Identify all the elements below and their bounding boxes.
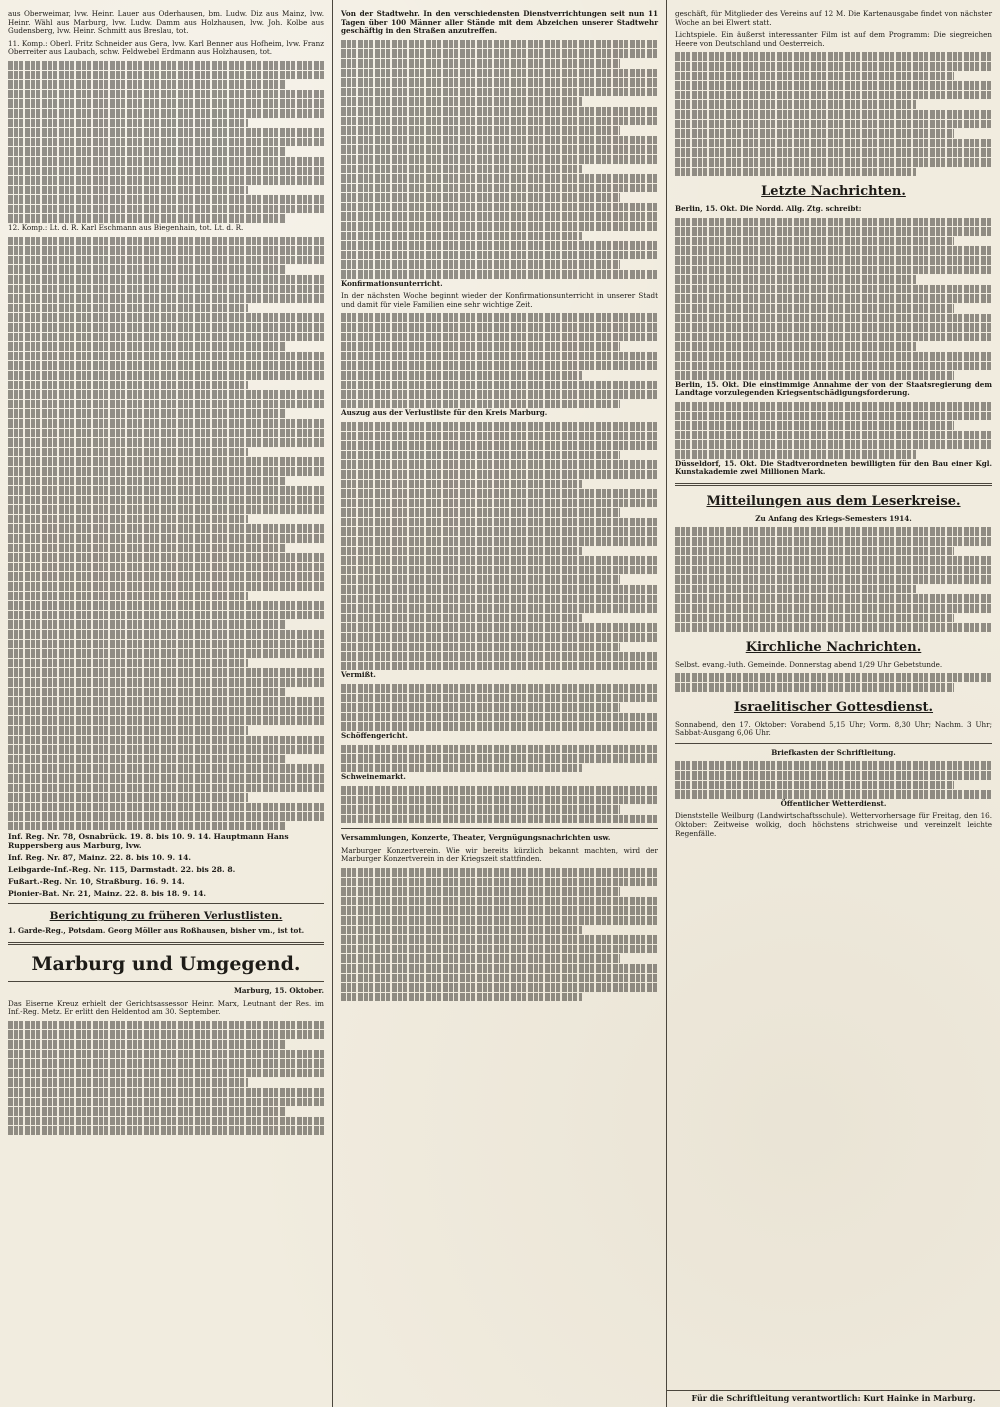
text-line	[8, 736, 324, 745]
text-line	[675, 62, 992, 71]
text-line	[8, 774, 324, 783]
text-line	[8, 313, 324, 322]
text-line	[8, 1117, 324, 1126]
text-line	[341, 470, 658, 479]
text-line	[8, 275, 324, 284]
text-line	[675, 342, 916, 351]
text-line	[675, 412, 992, 421]
text-line	[675, 781, 954, 790]
text-line	[675, 771, 992, 780]
text-line	[8, 467, 324, 476]
text-line	[341, 935, 658, 944]
text-line	[8, 128, 324, 137]
text-line	[341, 432, 658, 441]
church-news-text: Selbst. evang.-luth. Gemeinde. Donnerstag abend 1/29 Uhr Gebetstunde.	[675, 659, 943, 669]
text-line	[341, 974, 658, 983]
text-line	[341, 575, 620, 584]
column-middle	[333, 0, 667, 1407]
date-line: Marburg, 15. Oktober.	[233, 986, 324, 996]
text-line	[8, 534, 324, 543]
text-line	[8, 429, 324, 438]
text-line	[341, 165, 582, 174]
text-line	[8, 381, 248, 390]
text-line	[8, 138, 324, 147]
text-line	[341, 59, 620, 68]
text-line	[8, 1021, 324, 1030]
text-line	[341, 897, 658, 906]
confirmation-title: Konfirmationsunterricht.	[341, 278, 443, 288]
text-line	[8, 726, 248, 735]
latest-news-title: Letzte Nachrichten.	[761, 184, 906, 200]
text-line	[8, 99, 324, 108]
text-line	[675, 218, 992, 227]
text-line	[341, 97, 582, 106]
text-line	[675, 556, 992, 565]
text-line	[675, 237, 954, 246]
text-line	[341, 381, 658, 390]
text-line	[8, 438, 324, 447]
column-right	[667, 0, 1000, 1407]
text-line	[8, 697, 324, 706]
text-line	[675, 683, 954, 692]
artillery-line: Fußart.-Reg. Nr. 10, Straßburg. 16. 9. 14.	[8, 877, 185, 887]
berlin-news-2-lead: Berlin, 15. Okt. Die einstimmige Annahme der von der Staatsregierung dem Landtage vorzulegenden Kriegsentschädigungsforderung.	[675, 379, 992, 398]
text-line	[675, 450, 916, 459]
marburg-section-title: Marburg und Umgegend.	[31, 953, 301, 976]
double-rule	[8, 942, 324, 945]
text-line	[675, 72, 954, 81]
text-line	[341, 815, 658, 824]
text-line	[8, 668, 324, 677]
church-news-title: Kirchliche Nachrichten.	[745, 639, 922, 655]
text-line	[341, 906, 658, 915]
text-line	[341, 878, 658, 887]
text-line	[341, 566, 658, 575]
regiment-78-line: Inf. Reg. Nr. 78, Osnabrück. 19. 8. bis 10. 9. 14. Hauptmann Hans Ruppersberg aus Marburg, lvw.	[8, 832, 289, 851]
text-line	[341, 49, 658, 58]
text-line	[8, 563, 324, 572]
text-line	[675, 527, 992, 536]
text-line	[8, 400, 324, 409]
text-line	[8, 764, 324, 773]
text-line	[341, 722, 658, 731]
court-title: Schöffengericht.	[341, 730, 408, 740]
text-line	[8, 109, 324, 118]
text-line	[341, 764, 582, 773]
company-12-text: 12. Komp.: Lt. d. R. Karl Eschmann aus Biegenhain, tot. Lt. d. R.	[8, 223, 244, 233]
events-text: Marburger Konzertverein. Wie wir bereits kürzlich bekannt machten, wird der Marburger Konzertverein in der Kriegszeit stattfinden.	[341, 845, 658, 864]
text-line	[341, 614, 582, 623]
text-line	[341, 926, 582, 935]
text-line	[341, 232, 582, 241]
text-line	[8, 572, 324, 581]
text-line	[8, 285, 324, 294]
company-11-text: 11. Komp.: Oberl. Fritz Schneider aus Gera, lvw. Karl Benner aus Hofheim, lvw. Franz Oberreiter aus Laubach, schw. Feldwebel Erdmann aus Holzhausen, tot.	[8, 38, 324, 57]
text-line	[8, 496, 324, 505]
text-line	[8, 256, 324, 265]
text-line	[8, 419, 324, 428]
text-line	[675, 120, 992, 129]
text-line	[8, 620, 286, 629]
text-line	[675, 266, 992, 275]
text-line	[8, 1069, 324, 1078]
israelite-service-text: Sonnabend, den 17. Oktober: Vorabend 5,15 Uhr; Vorm. 8,30 Uhr; Nachm. 3 Uhr; Sabbat-Ausgang 6,06 Uhr.	[675, 719, 992, 738]
text-line	[8, 1050, 324, 1059]
text-line	[8, 678, 324, 687]
text-line	[8, 1030, 324, 1039]
text-line	[341, 694, 658, 703]
text-line	[341, 604, 658, 613]
text-line	[8, 1088, 324, 1097]
text-line	[675, 585, 916, 594]
text-line	[341, 547, 582, 556]
text-line	[341, 805, 620, 814]
text-line	[341, 796, 658, 805]
text-line	[341, 993, 582, 1002]
text-line	[341, 662, 658, 671]
text-line	[8, 323, 324, 332]
missing-title: Vermißt.	[341, 670, 376, 680]
text-line	[341, 422, 658, 431]
cinema-text: Lichtspiele. Ein äußerst interessanter Film ist auf dem Programm: Die siegreichen Heere von Deutschland und Oesterreich.	[675, 30, 992, 48]
text-line	[341, 212, 658, 221]
text-line	[8, 342, 286, 351]
text-line	[341, 88, 658, 97]
reader-section-subtitle: Zu Anfang des Kriegs-Semesters 1914.	[755, 513, 912, 523]
text-line	[341, 633, 658, 642]
text-line	[8, 237, 324, 246]
text-line	[341, 786, 658, 795]
text-line	[8, 716, 324, 725]
text-line	[8, 371, 324, 380]
text-line	[675, 91, 992, 100]
text-line	[8, 71, 324, 80]
text-line	[341, 78, 658, 87]
text-line	[8, 812, 324, 821]
berlin-news-1-lead: Berlin, 15. Okt. Die Nordd. Allg. Ztg. schreibt:	[675, 204, 862, 214]
text-line	[8, 486, 324, 495]
text-line	[341, 260, 620, 269]
text-line	[341, 556, 658, 565]
pioneer-line: Pionier-Bat. Nr. 21, Mainz. 22. 8. bis 18. 9. 14.	[8, 889, 207, 899]
text-line	[341, 145, 658, 154]
column-left	[0, 0, 333, 1407]
text-line	[341, 945, 658, 954]
text-line	[8, 80, 286, 89]
text-line	[341, 107, 658, 116]
text-line	[341, 585, 658, 594]
text-line	[341, 527, 658, 536]
text-line	[675, 421, 954, 430]
section-rule	[8, 903, 324, 904]
text-line	[341, 508, 620, 517]
text-line	[8, 582, 324, 591]
text-line	[8, 793, 248, 802]
footer-credit: Für die Schriftleitung verantwortlich: Kurt Hainke in Marburg.	[667, 1390, 1000, 1407]
text-line	[675, 246, 992, 255]
text-line	[341, 480, 582, 489]
text-line	[675, 285, 992, 294]
text-line	[8, 409, 286, 418]
section-rule	[675, 743, 992, 744]
text-line	[675, 333, 992, 342]
text-line	[8, 448, 248, 457]
text-line	[8, 176, 324, 185]
text-line	[8, 544, 286, 553]
text-line	[675, 614, 954, 623]
text-line	[8, 659, 248, 668]
text-line	[341, 499, 658, 508]
text-line	[675, 352, 992, 361]
text-line	[675, 594, 992, 603]
text-line	[675, 547, 954, 556]
text-line	[8, 1040, 286, 1049]
text-line	[8, 1078, 248, 1087]
text-line	[341, 868, 658, 877]
text-line	[8, 457, 324, 466]
text-line	[341, 333, 658, 342]
weather-text: Dienststelle Weilburg (Landwirtschaftsschule). Wettervorhersage für Freitag, den 16. Oktober: Zeitweise wolkig, doch höchstens strichweise und vereinzelt leichte Regenfälle.	[675, 811, 992, 838]
text-line	[341, 745, 658, 754]
text-line	[341, 916, 658, 925]
lead-text: aus Oberweimar, lvw. Heinr. Lauer aus Oderhausen, bm. Ludw. Diz aus Mainz, lvw. Heinr. Wähl aus Marburg, lvw. Ludw. Damm aus Holzhausen, lvw. Joh. Kolbe aus Gudensberg, lvw. Heinr. Schmitt aus Breslau, tot.	[8, 9, 324, 36]
text-line	[341, 537, 658, 546]
iron-cross-text: Das Eiserne Kreuz erhielt der Gerichtsassessor Heinr. Marx, Leutnant der Res. im Inf.-Reg. Metz. Er erlitt den Heldentod am 30. September.	[8, 998, 324, 1017]
casualty-list-title: Auszug aus der Verlustliste für den Kreis Marburg.	[341, 408, 548, 418]
section-rule	[341, 828, 658, 829]
pig-market-title: Schweinemarkt.	[341, 772, 406, 782]
text-line	[675, 129, 954, 138]
text-line	[675, 575, 992, 584]
text-line	[8, 333, 324, 342]
text-line	[341, 400, 620, 409]
text-line	[8, 822, 286, 831]
text-line	[8, 1107, 286, 1116]
text-line	[8, 630, 324, 639]
text-line	[8, 707, 324, 716]
text-line	[8, 195, 324, 204]
text-line	[8, 119, 248, 128]
text-line	[8, 304, 248, 313]
events-title: Versammlungen, Konzerte, Theater, Vergnügungsnachrichten usw.	[341, 833, 611, 843]
text-line	[341, 623, 658, 632]
text-line	[8, 90, 324, 99]
text-line	[341, 222, 658, 231]
text-line	[341, 390, 658, 399]
text-line	[675, 52, 992, 61]
text-line	[341, 983, 658, 992]
text-line	[675, 294, 992, 303]
text-line	[8, 1059, 324, 1068]
text-line	[341, 203, 658, 212]
regiment-87-line: Inf. Reg. Nr. 87, Mainz. 22. 8. bis 10. 9. 14.	[8, 853, 191, 863]
text-line	[675, 566, 992, 575]
text-line	[675, 100, 916, 109]
text-line	[341, 241, 658, 250]
text-line	[341, 489, 658, 498]
text-line	[8, 246, 324, 255]
text-line	[341, 643, 620, 652]
text-line	[341, 352, 658, 361]
text-line	[8, 214, 286, 223]
text-line	[341, 193, 620, 202]
text-line	[8, 803, 324, 812]
text-line	[8, 61, 324, 70]
text-line	[341, 595, 658, 604]
text-line	[675, 275, 916, 284]
text-line	[341, 361, 658, 370]
text-line	[8, 505, 324, 514]
text-line	[675, 304, 954, 313]
text-line	[8, 205, 324, 214]
text-line	[341, 451, 620, 460]
text-line	[8, 745, 324, 754]
text-line	[675, 148, 992, 157]
text-line	[8, 601, 324, 610]
text-line	[675, 168, 916, 177]
text-line	[8, 186, 248, 195]
text-line	[341, 954, 620, 963]
text-line	[675, 362, 992, 371]
text-line	[341, 460, 658, 469]
text-line	[8, 167, 324, 176]
text-line	[8, 515, 248, 524]
text-line	[8, 592, 248, 601]
text-line	[341, 184, 658, 193]
text-line	[8, 477, 286, 486]
text-line	[8, 524, 324, 533]
text-line	[341, 754, 658, 763]
text-line	[675, 761, 992, 770]
correction-title: Berichtigung zu früheren Verlustlisten.	[49, 910, 283, 923]
text-line	[675, 604, 992, 613]
text-line	[341, 270, 658, 279]
text-line	[8, 361, 324, 370]
text-line	[8, 147, 286, 156]
text-line	[675, 431, 992, 440]
weather-title: Öffentlicher Wetterdienst.	[780, 798, 887, 808]
text-line	[675, 256, 992, 265]
text-line	[8, 755, 286, 764]
text-line	[675, 623, 992, 632]
text-line	[675, 81, 992, 90]
text-line	[341, 323, 658, 332]
text-line	[341, 251, 658, 260]
correction-text: 1. Garde-Reg., Potsdam. Georg Möller aus Roßhausen, bisher vm., ist tot.	[8, 926, 305, 936]
text-line	[8, 1098, 324, 1107]
mailbox-title: Briefkasten der Schriftleitung.	[771, 747, 896, 757]
text-line	[8, 1126, 324, 1135]
text-line	[8, 390, 324, 399]
text-line	[341, 964, 658, 973]
text-line	[341, 136, 658, 145]
text-line	[675, 323, 992, 332]
right-lead: geschäft, für Mitglieder des Vereins auf 12 M. Die Kartenausgabe findet von nächster Woche an bei Elwert statt.	[675, 9, 992, 27]
confirmation-text: In der nächsten Woche beginnt wieder der Konfirmationsunterricht in unserer Stadt und damit für viele Familien eine sehr wichtige Zeit.	[341, 291, 658, 309]
text-line	[341, 518, 658, 527]
text-line	[675, 158, 992, 167]
text-line	[341, 713, 658, 722]
text-line	[341, 652, 658, 661]
text-line	[8, 611, 324, 620]
israelite-service-title: Israelitischer Gottesdienst.	[733, 699, 934, 715]
text-line	[341, 174, 658, 183]
text-line	[341, 684, 658, 693]
text-line	[341, 371, 582, 380]
duesseldorf-news: Düsseldorf, 15. Okt. Die Stadtverordneten bewilligten für den Bau einer Kgl. Kunstakademie zwei Millionen Mark.	[675, 458, 992, 477]
city-guard-intro: Von der Stadtwehr. In den verschiedensten Dienstverrichtungen seit nun 11 Tagen über 100 Männer aller Stände mit dem Abzeichen unserer Stadtwehr geschäftig in den Straßen anzutreffen.	[341, 9, 658, 36]
text-line	[675, 440, 992, 449]
text-line	[341, 313, 658, 322]
text-line	[341, 69, 658, 78]
text-line	[341, 887, 620, 896]
text-line	[675, 790, 992, 799]
text-line	[675, 371, 954, 380]
text-line	[675, 314, 992, 323]
text-line	[8, 688, 286, 697]
text-line	[675, 139, 992, 148]
text-line	[341, 703, 620, 712]
text-line	[8, 352, 324, 361]
text-line	[675, 110, 992, 119]
text-line	[341, 117, 658, 126]
regiment-115-line: Leibgarde-Inf.-Reg. Nr. 115, Darmstadt. 22. bis 28. 8.	[8, 865, 236, 875]
text-line	[675, 402, 992, 411]
reader-section-title: Mitteilungen aus dem Leserkreise.	[706, 493, 961, 509]
section-rule	[8, 981, 324, 982]
double-rule	[675, 483, 992, 486]
text-line	[675, 673, 992, 682]
text-line	[341, 126, 620, 135]
text-line	[8, 294, 324, 303]
text-line	[341, 342, 620, 351]
text-line	[8, 265, 286, 274]
text-line	[341, 441, 658, 450]
text-line	[8, 553, 324, 562]
text-line	[341, 40, 658, 49]
text-line	[675, 537, 992, 546]
text-line	[8, 784, 324, 793]
text-line	[8, 640, 324, 649]
text-line	[8, 157, 324, 166]
text-line	[8, 649, 324, 658]
text-line	[675, 227, 992, 236]
text-line	[341, 155, 658, 164]
